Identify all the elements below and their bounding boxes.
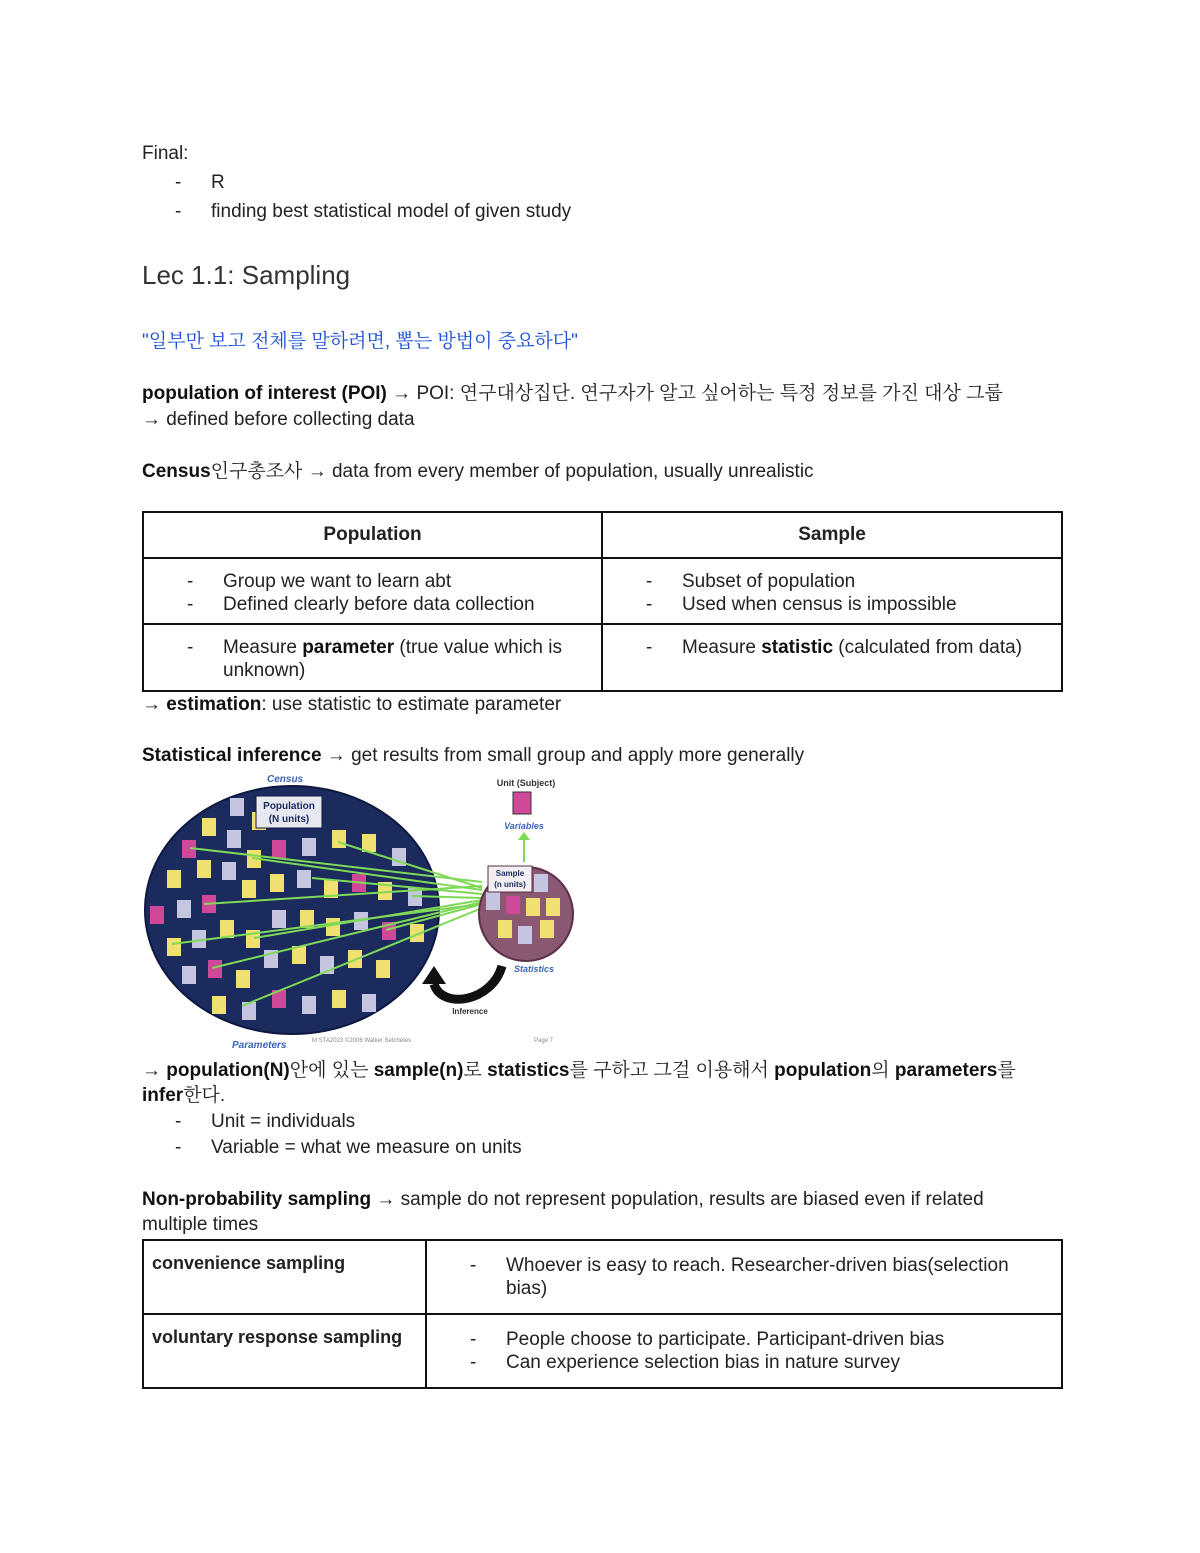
unit-item: - Unit = individuals xyxy=(175,1111,356,1132)
final-item: - finding best statistical model of given study xyxy=(175,201,572,222)
poi-note: → defined before collecting data xyxy=(142,409,415,430)
census-definition: Census인구총조사 → data from every member of population, usually unrealistic xyxy=(142,461,814,482)
statistic-cell: - Measure statistic (calculated from data) xyxy=(602,624,1062,691)
header-sample: Sample xyxy=(602,512,1062,558)
inference-label: Inference xyxy=(452,1007,488,1016)
nonprob-definition: Non-probability sampling → sample do not represent population, results are biased even if related xyxy=(142,1189,984,1210)
infer-explanation-cont: infer한다. xyxy=(142,1085,226,1106)
nonprob-note: multiple times xyxy=(142,1214,259,1235)
sampling-types-table xyxy=(142,1239,1063,1389)
figure-page: Page 7 xyxy=(534,1038,554,1044)
figure-credit: M STA2023 ©2006 Walker Setchetes xyxy=(312,1038,412,1044)
population-sample-table xyxy=(142,511,1063,692)
unit-subject-label: Unit (Subject) xyxy=(496,778,556,788)
sampling-type-name: voluntary response sampling xyxy=(143,1314,426,1388)
sampling-type-desc: - People choose to participate. Participant-driven bias - Can experience selection bias in nature survey xyxy=(426,1314,1062,1388)
section-heading: Lec 1.1: Sampling xyxy=(142,260,351,290)
sample-definition-cell: - Subset of population - Used when census is impossible xyxy=(602,558,1062,624)
header-population: Population xyxy=(143,512,602,558)
statistics-label: Statistics xyxy=(513,964,555,974)
parameters-label: Parameters xyxy=(232,1040,287,1051)
population-definition-cell: - Group we want to learn abt - Defined clearly before data collection xyxy=(143,558,602,624)
table-row xyxy=(143,1314,1062,1388)
table-row xyxy=(143,1240,1062,1314)
sampling-type-name: convenience sampling xyxy=(143,1240,426,1314)
inference-line: Statistical inference → get results from small group and apply more generally xyxy=(142,745,805,766)
estimation-line: → estimation: use statistic to estimate parameter xyxy=(142,694,562,715)
parameter-cell: - Measure parameter (true value which is unknown) xyxy=(143,624,602,691)
poi-definition: population of interest (POI) → POI: 연구대상집단. 연구자가 알고 싶어하는 특정 정보를 가진 대상 그룹 xyxy=(142,383,1003,404)
inference-diagram xyxy=(142,770,582,1052)
variables-label: Variables xyxy=(504,821,544,831)
final-item: - R xyxy=(175,172,225,193)
sample-label: Sample xyxy=(495,869,525,878)
n-small-label: (n units) xyxy=(494,880,526,889)
unit-item: - Variable = what we measure on units xyxy=(175,1137,522,1158)
census-label: Census xyxy=(267,774,304,785)
infer-explanation: → population(N)안에 있는 sample(n)로 statistics를 구하고 그걸 이용해서 population의 parameters를 xyxy=(142,1060,1016,1081)
korean-quote: "일부만 보고 전체를 말하려면, 뽑는 방법이 중요하다" xyxy=(142,331,578,352)
population-label: Population xyxy=(263,801,315,812)
n-units-label: (N units) xyxy=(268,814,310,825)
unit-card xyxy=(513,792,531,814)
sampling-type-desc: - Whoever is easy to reach. Researcher-driven bias(selection bias) xyxy=(426,1240,1062,1314)
final-title: Final: xyxy=(142,143,189,164)
